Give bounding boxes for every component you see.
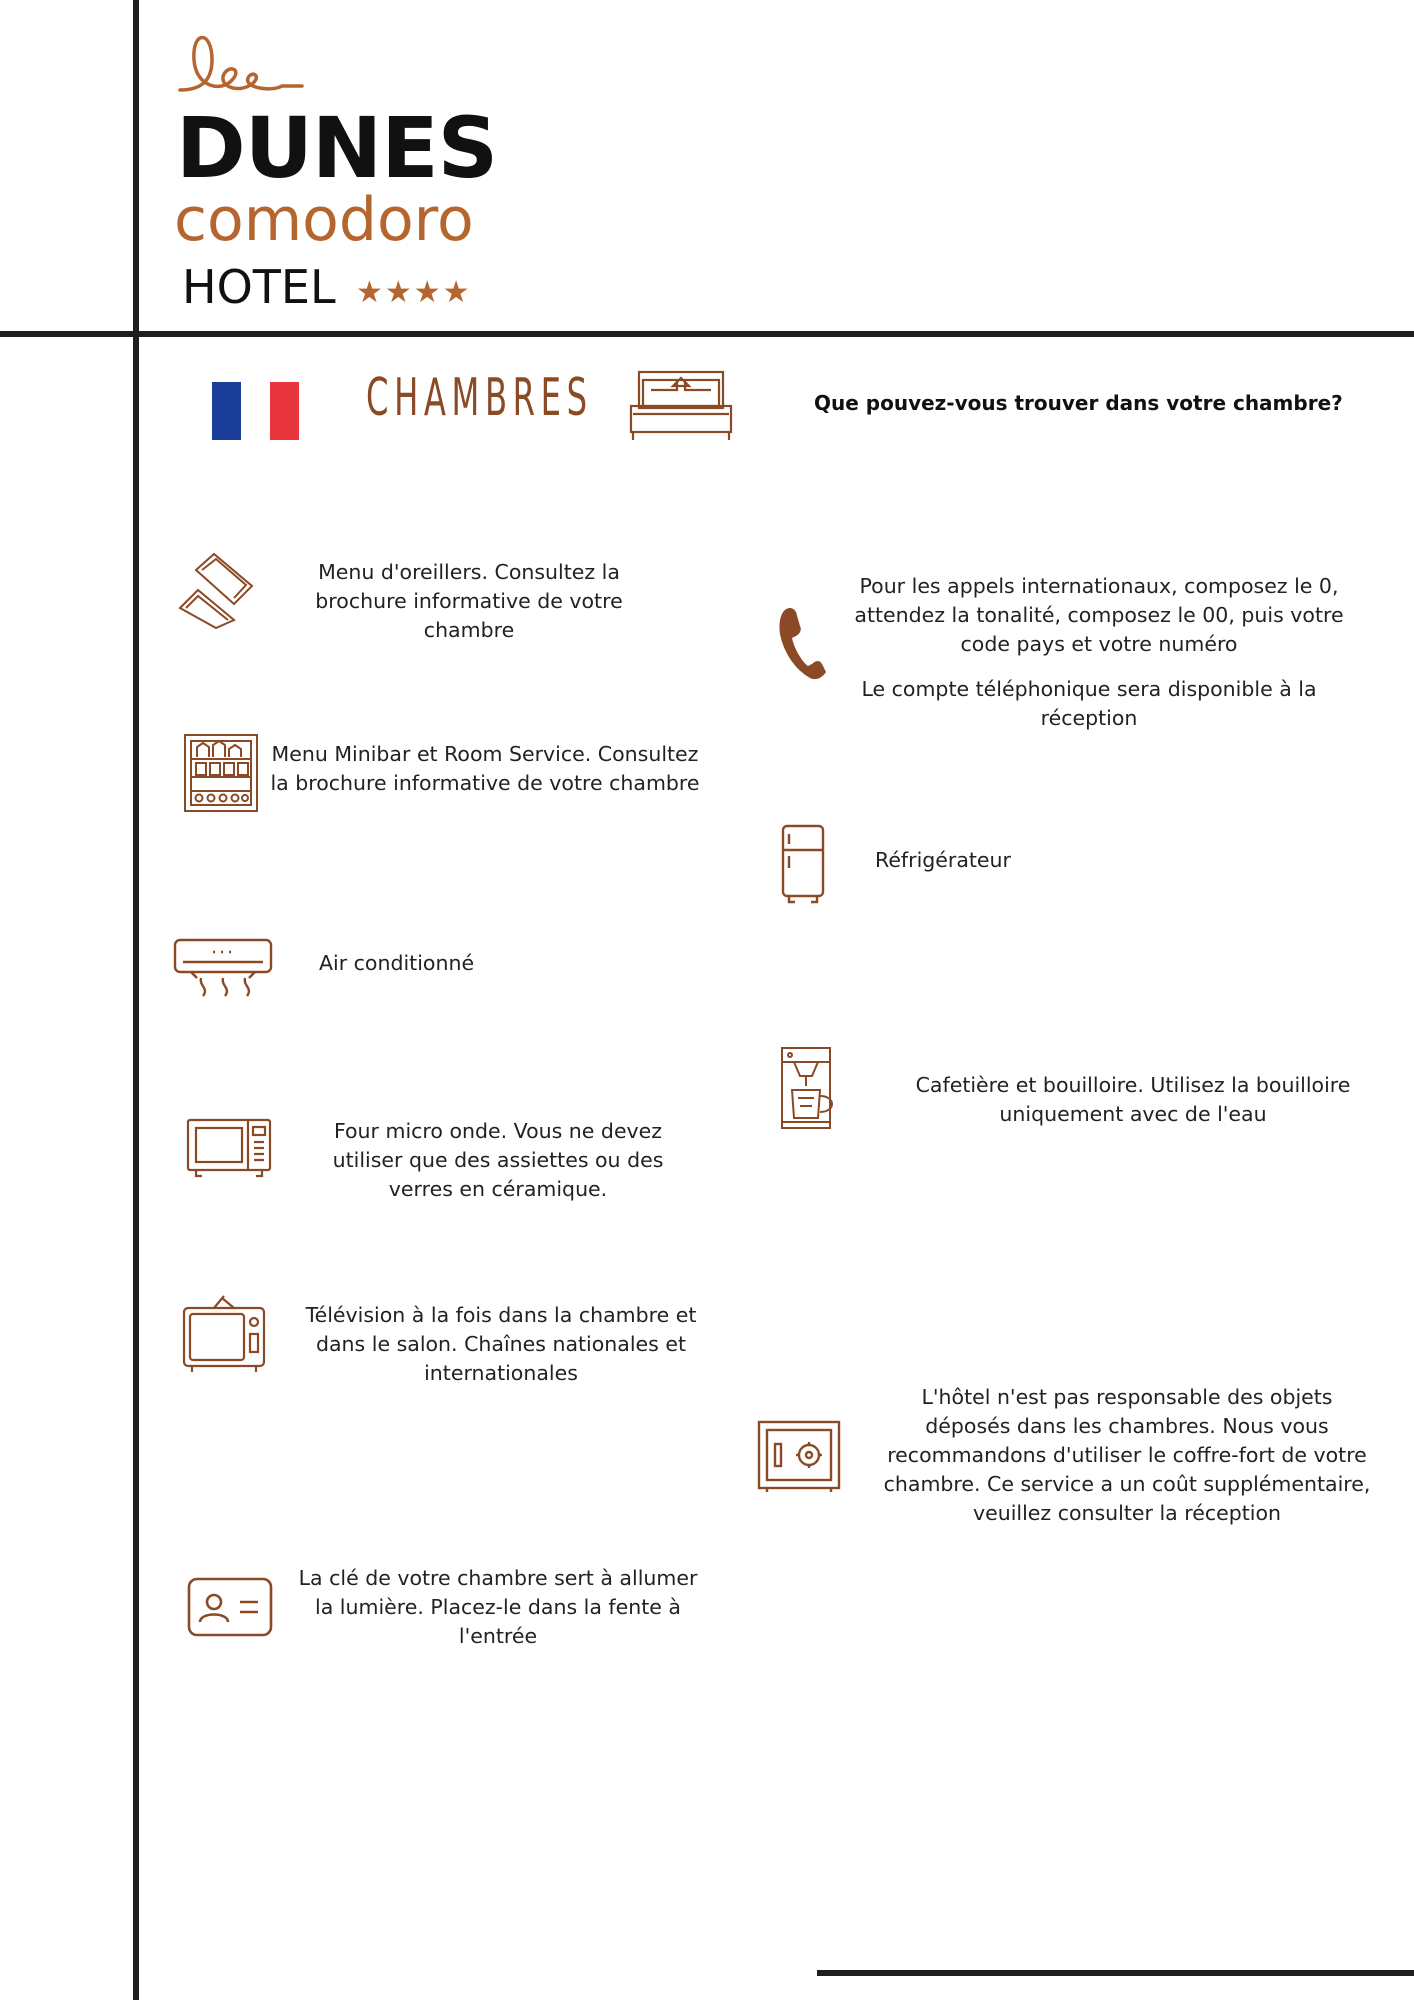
fridge-text: Réfrigérateur — [875, 848, 1011, 872]
logo-script-les — [172, 20, 312, 104]
french-flag-icon — [212, 382, 299, 440]
logo-comodoro: comodoro — [174, 185, 474, 255]
vertical-rule — [133, 0, 139, 2000]
logo-hotel: HOTEL — [182, 260, 336, 314]
star-rating: ★★★★ — [356, 275, 472, 310]
coffee-maker-icon — [780, 1046, 842, 1130]
keycard-text: La clé de votre chambre sert à allumer la lumière. Placez-le dans la fente à l'entrée — [298, 1566, 698, 1648]
safe-icon — [757, 1420, 841, 1492]
microwave-text: Four micro onde. Vous ne devez utiliser que des assiettes ou des verres en céramique. — [332, 1119, 664, 1201]
bottom-rule — [817, 1970, 1414, 1976]
keycard-icon — [186, 1576, 274, 1638]
logo-dunes: DUNES — [176, 99, 498, 197]
coffee-text: Cafetière et bouilloire. Utilisez la bouilloire uniquement avec de l'eau — [915, 1073, 1351, 1126]
section-title: CHAMBRES — [366, 368, 593, 428]
bed-icon — [629, 368, 733, 442]
phone-text: Pour les appels internationaux, composez le 0, attendez la tonalité, composez le 00, puis votre code pays et votre numéro — [854, 574, 1344, 656]
phone-note: Le compte téléphonique sera disponible à la réception — [861, 677, 1317, 730]
pillow-icon — [176, 550, 258, 632]
tv-icon — [182, 1294, 266, 1374]
fridge-icon — [781, 824, 825, 904]
tv-text: Télévision à la fois dans la chambre et dans le salon. Chaînes nationales et internationales — [305, 1303, 697, 1385]
minibar-icon — [183, 733, 259, 813]
horizontal-rule — [0, 331, 1414, 337]
ac-text: Air conditionné — [319, 951, 475, 975]
microwave-icon — [186, 1118, 272, 1178]
safe-text: L'hôtel n'est pas responsable des objets déposés dans les chambres. Nous vous recommandons d'utiliser le coffre-fort de votre chambre. Ce service a un coût supplémentaire, veuillez consulter la réception — [883, 1385, 1371, 1525]
pillows-text: Menu d'oreillers. Consultez la brochure informative de votre chambre — [315, 560, 623, 642]
phone-icon — [776, 606, 832, 680]
section-question: Que pouvez-vous trouver dans votre chambre? — [814, 391, 1343, 415]
air-conditioner-icon — [173, 938, 273, 1000]
minibar-text: Menu Minibar et Room Service. Consultez la brochure informative de votre chambre — [270, 742, 700, 795]
